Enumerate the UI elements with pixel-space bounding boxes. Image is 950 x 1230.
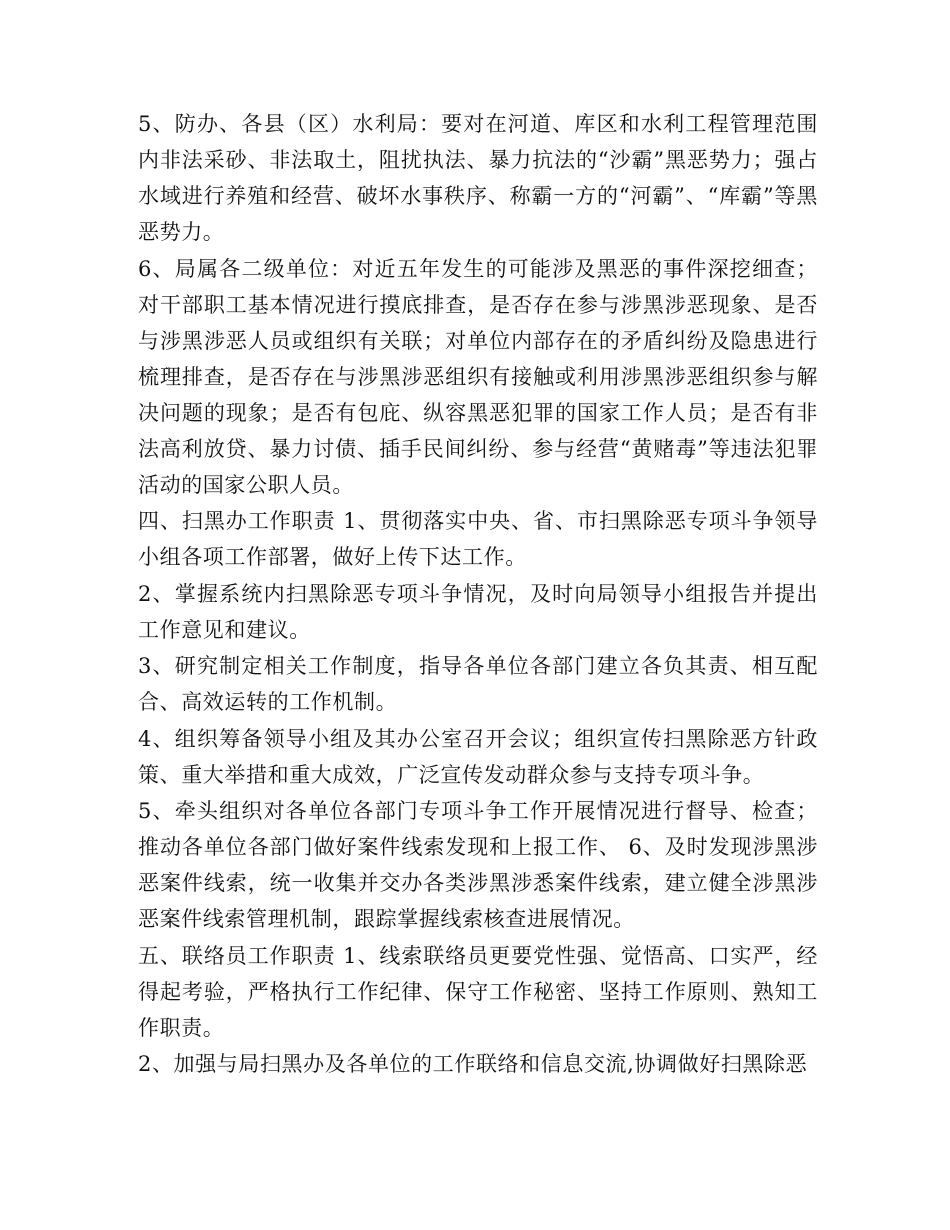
paragraph-liaison-duties: 五、联络员工作职责 1、线索联络员更要党性强、觉悟高、口实严，经得起考验，严格执行工作纪律、保守工作秘密、坚持工作原则、熟知工作职责。 <box>138 943 818 1040</box>
paragraph-duty-2: 2、掌握系统内扫黑除恶专项斗争情况，及时向局领导小组报告并提出工作意见和建议。 <box>138 581 818 642</box>
paragraph-office-duties: 四、扫黑办工作职责 1、贯彻落实中央、省、市扫黑除恶专项斗争领导小组各项工作部署，做好上传下达工作。 <box>138 509 818 569</box>
paragraph-duty-3: 3、研究制定相关工作制度，指导各单位各部门建立各负其责、相互配合、高效运转的工作机制。 <box>138 654 818 714</box>
paragraph-sand-tyrant: 5、防办、各县（区）水利局：要对在河道、库区和水利工程管理范围内非法采砂、非法取土，阻扰执法、暴力抗法的“沙霸”黑恶势力；强占水域进行养殖和经营、破坏水事秩序、称霸一方的“河霸”、“库霸”等黑恶势力。 <box>138 112 818 244</box>
paragraph-duty-4: 4、组织筹备领导小组及其办公室召开会议；组织宣传扫黑除恶方针政策、重大举措和重大成效，广泛宣传发动群众参与支持专项斗争。 <box>138 726 818 787</box>
paragraph-secondary-units: 6、局属各二级单位：对近五年发生的可能涉及黑恶的事件深挖细查；对干部职工基本情况进行摸底排查，是否存在参与涉黑涉恶现象、是否与涉黑涉恶人员或组织有关联；对单位内部存在的矛盾纠纷及隐患进行梳理排查，是否存在与涉黑涉恶组织有接触或利用涉黑涉恶组织参与解决问题的现象；是否有包庇、纵容黑恶犯罪的国家工作人员；是否有非法高利放贷、暴力讨债、插手民间纠纷、参与经营“黄赌毒”等违法犯罪活动的国家公职人员。 <box>138 256 818 497</box>
paragraph-liaison-2: 2、加强与局扫黑办及各单位的工作联络和信息交流,协调做好扫黑除恶 <box>138 1052 808 1076</box>
paragraph-duty-5-6: 5、牵头组织对各单位各部门专项斗争工作开展情况进行督导、检查；推动各单位各部门做好案件线索发现和上报工作、 6、及时发现涉黑涉恶案件线索，统一收集并交办各类涉黑涉悉案件线索，建立健全涉黑涉恶案件线索管理机制，跟踪掌握线索核查进展情况。 <box>138 799 818 931</box>
document-page <box>138 106 818 1083</box>
